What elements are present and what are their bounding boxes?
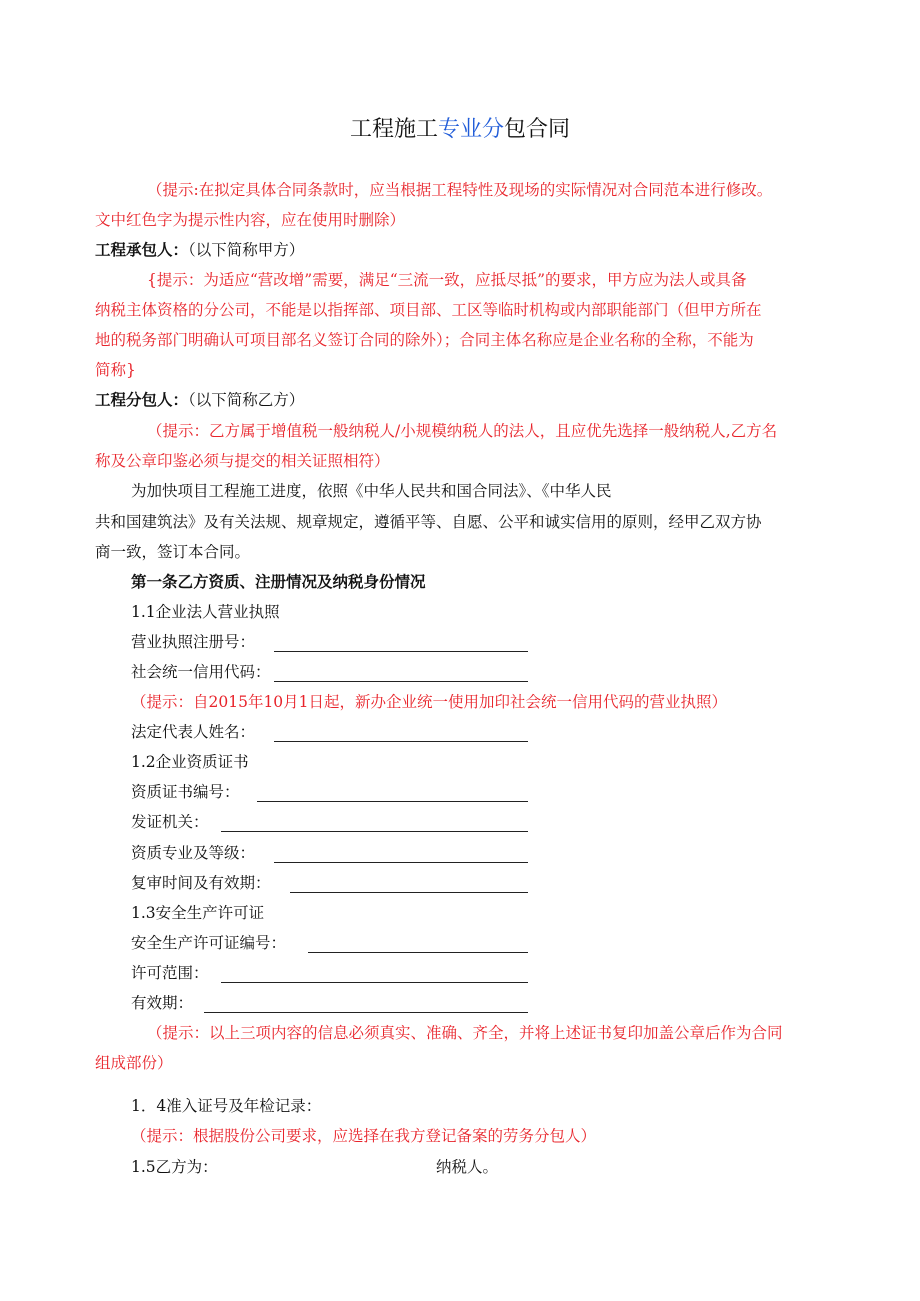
credit-code-label: 社会统一信用代码：	[131, 663, 271, 681]
party-b-label: 工程分包人：	[95, 390, 189, 409]
review-field[interactable]	[290, 892, 528, 893]
qual-no-field[interactable]	[257, 801, 528, 802]
validity-label: 有效期：	[131, 994, 194, 1012]
section-1-1: 1.1企业法人营业执照	[131, 603, 280, 621]
cert-hint-line-2: 组成部份）	[95, 1054, 173, 1072]
cert-hint-line-1: （提示：以上三项内容的信息必须真实、准确、齐全，并将上述证书复印加盖公章后作为合同	[147, 1024, 783, 1042]
license-no-label: 营业执照注册号：	[131, 633, 256, 651]
safety-no-field[interactable]	[308, 952, 528, 953]
section-1-5-suffix: 纳税人。	[436, 1158, 499, 1176]
section-1-4: 1．4准入证号及年检记录：	[131, 1097, 322, 1115]
credit-code-hint: （提示：自2015年10月1日起，新办企业统一使用加印社会统一信用代码的营业执照）	[131, 693, 728, 711]
qual-no-label: 资质证书编号：	[131, 783, 240, 801]
party-a-suffix: （以下简称甲方）	[188, 241, 305, 259]
party-b-hint-line-2: 称及公章印鉴必须与提交的相关证照相符）	[95, 452, 390, 470]
section-1-2: 1.2企业资质证书	[131, 753, 249, 771]
party-a-label: 工程承包人：	[95, 240, 189, 259]
party-b-suffix: （以下简称乙方）	[188, 391, 305, 409]
issuer-label: 发证机关：	[131, 813, 209, 831]
party-a-row	[95, 240, 304, 260]
party-a-hint-line-4: 简称}	[95, 361, 136, 379]
party-b-hint-line-1: （提示：乙方属于增值税一般纳税人/小规模纳税人的法人，且应优先选择一般纳税人,乙方名	[147, 422, 778, 440]
section-1-4-hint: （提示：根据股份公司要求，应选择在我方登记备案的劳务分包人）	[131, 1127, 597, 1145]
review-label: 复审时间及有效期：	[131, 874, 271, 892]
party-a-hint-line-3: 地的税务部门明确认可项目部名义签订合同的除外）；合同主体名称应是企业名称的全称，不能为	[95, 331, 754, 349]
title-part-3: 包合同	[504, 117, 571, 142]
section-1-3: 1.3安全生产许可证	[131, 904, 265, 922]
party-a-hint-line-2: 纳税主体资格的分公司，不能是以指挥部、项目部、工区等临时机构或内部职能部门（但甲方所在	[95, 301, 762, 319]
legal-rep-label: 法定代表人姓名：	[131, 723, 256, 741]
document-title	[0, 112, 920, 143]
intro-hint-line-2: 文中红色字为提示性内容，应在使用时删除）	[95, 211, 406, 229]
article-1-heading: 第一条乙方资质、注册情况及纳税身份情况	[131, 572, 426, 591]
validity-field[interactable]	[204, 1012, 528, 1013]
preamble-line-2: 共和国建筑法》及有关法规、规章规定，遵循平等、自愿、公平和诚实信用的原则，经甲乙双方协	[95, 513, 762, 531]
title-part-1: 工程施工	[349, 117, 438, 142]
qual-level-field[interactable]	[274, 862, 528, 863]
party-b-row	[95, 390, 304, 410]
credit-code-field[interactable]	[274, 681, 528, 682]
license-no-field[interactable]	[274, 651, 528, 652]
scope-label: 许可范围：	[131, 964, 209, 982]
qual-level-label: 资质专业及等级：	[131, 844, 256, 862]
safety-no-label: 安全生产许可证编号：	[131, 934, 287, 952]
preamble-line-3: 商一致，签订本合同。	[95, 543, 251, 561]
intro-hint-line-1: （提示:在拟定具体合同条款时，应当根据工程特性及现场的实际情况对合同范本进行修改。	[147, 181, 773, 199]
title-part-2: 专业分	[437, 117, 504, 142]
legal-rep-field[interactable]	[274, 741, 528, 742]
scope-field[interactable]	[221, 982, 528, 983]
preamble-line-1: 为加快项目工程施工进度，依照《中华人民共和国合同法》、《中华人民	[131, 482, 612, 500]
section-1-5-label: 1.5乙方为：	[131, 1158, 218, 1176]
issuer-field[interactable]	[221, 831, 528, 832]
party-a-hint-line-1: {提示：为适应“营改增”需要，满足“三流一致，应抵尽抵”的要求，甲方应为法人或具备	[147, 271, 747, 289]
